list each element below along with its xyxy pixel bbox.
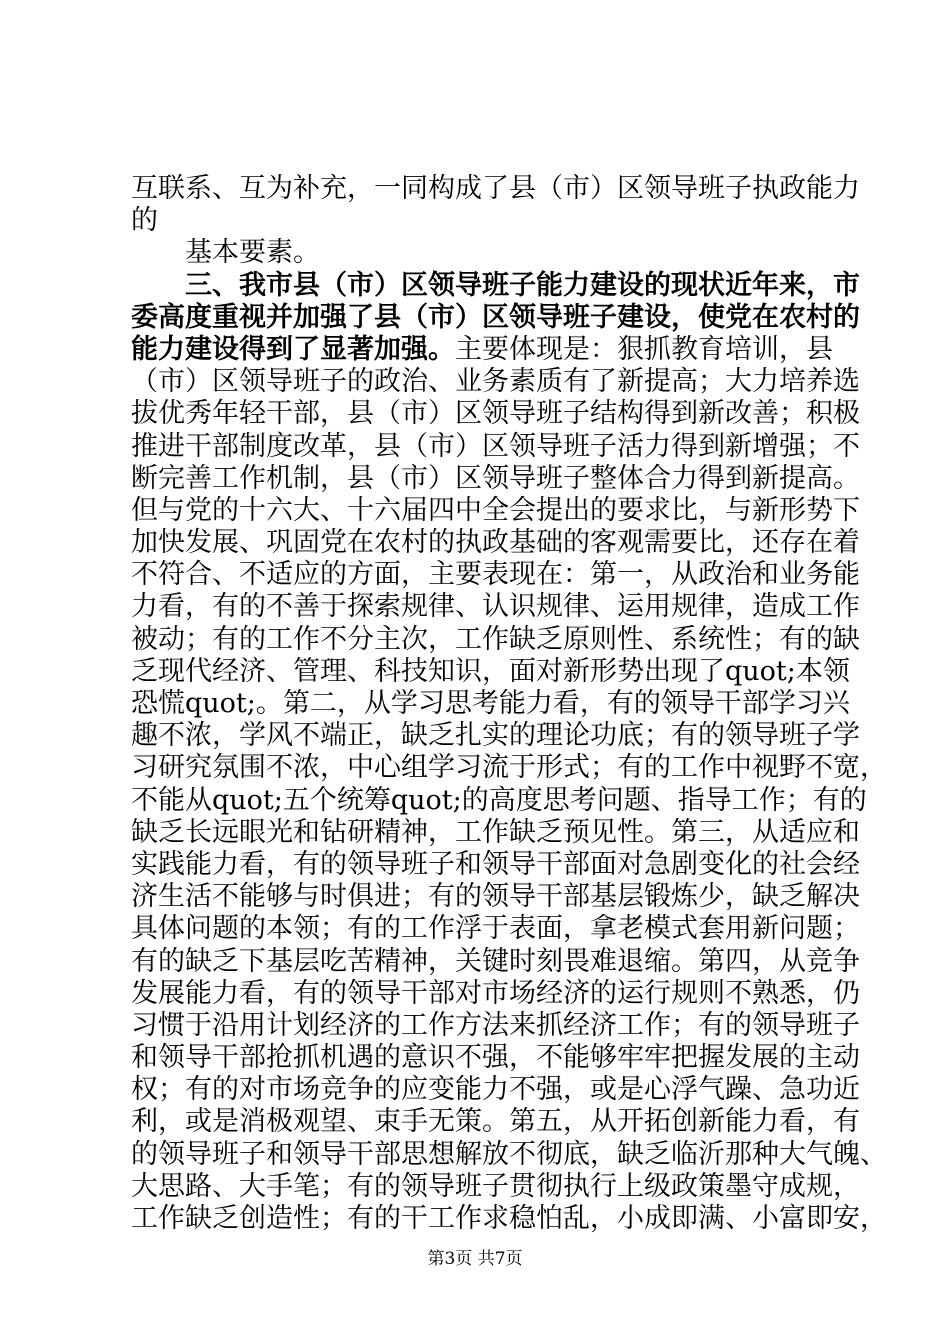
text-line: 加快发展、巩固党在农村的执政基础的客观需要比，还存在着 (131, 527, 860, 559)
text-line: 缺乏长远眼光和钻研精神，工作缺乏预见性。第三，从适应和 (131, 816, 860, 848)
text-line: 基本要素。 (185, 237, 320, 269)
document-body (131, 173, 887, 1235)
text-line: 和领导干部抢抓机遇的意识不强，不能够牢牢把握发展的主动 (131, 1042, 860, 1074)
text-segment: 主要体现是：狠抓教育培训，县 (455, 333, 833, 365)
section-heading-line: 委高度重视并加强了县（市）区领导班子建设，使党在农村的 (131, 301, 860, 333)
text-line (131, 334, 831, 366)
text-line: 利，或是消极观望、束手无策。第五，从开拓创新能力看，有 (131, 1106, 860, 1138)
text-line: 习惯于沿用计划经济的工作方法来抓经济工作；有的领导班子 (131, 1009, 860, 1041)
text-line: 不能从quot;五个统筹quot;的高度思考问题、指导工作；有的 (131, 784, 867, 816)
text-line: 具体问题的本领；有的工作浮于表面，拿老模式套用新问题； (131, 913, 860, 945)
section-heading-line: 三、我市县（市）区领导班子能力建设的现状近年来，市 (185, 269, 860, 301)
text-line: 不符合、不适应的方面，主要表现在：第一，从政治和业务能 (131, 559, 860, 591)
section-heading-line: 能力建设得到了显著加强。 (131, 333, 455, 365)
text-line: 乏现代经济、管理、科技知识，面对新形势出现了quot;本领 (131, 655, 850, 687)
text-line: 趣不浓，学风不端正，缺乏扎实的理论功底；有的领导班子学 (131, 720, 860, 752)
text-line: 习研究氛围不浓，中心组学习流于形式；有的工作中视野不宽， (131, 752, 887, 784)
text-line: 济生活不能够与时俱进；有的领导干部基层锻炼少，缺乏解决 (131, 881, 860, 913)
text-line: 工作缺乏创造性；有的干工作求稳怕乱，小成即满、小富即安， (131, 1203, 887, 1234)
text-line: 恐慌quot;。第二，从学习思考能力看，有的领导干部学习兴 (131, 688, 850, 719)
text-line: 被动；有的工作不分主次，工作缺乏原则性、系统性；有的缺 (131, 623, 860, 655)
text-line: 拔优秀年轻干部，县（市）区领导班子结构得到新改善；积极 (131, 398, 860, 430)
text-line: 实践能力看，有的领导班子和领导干部面对急剧变化的社会经 (131, 848, 860, 880)
page-footer (0, 1244, 950, 1269)
text-line: 有的缺乏下基层吃苦精神，关键时刻畏难退缩。第四，从竞争 (131, 945, 860, 977)
text-line: 力看，有的不善于探索规律、认识规律、运用规律，造成工作 (131, 591, 860, 623)
text-line: 的 (131, 205, 158, 237)
page-number-label: 第3页 共7页 (427, 1249, 523, 1269)
text-line: 的领导班子和领导干部思想解放不彻底，缺乏临沂那种大气魄、 (131, 1138, 887, 1170)
text-line: （市）区领导班子的政治、业务素质有了新提高；大力培养选 (131, 366, 860, 398)
text-line: 大思路、大手笔；有的领导班子贯彻执行上级政策墨守成规， (131, 1170, 860, 1202)
text-line: 发展能力看，有的领导干部对市场经济的运行规则不熟悉，仍 (131, 977, 860, 1009)
text-line: 互联系、互为补充，一同构成了县（市）区领导班子执政能力 (131, 173, 860, 204)
text-line: 权；有的对市场竞争的应变能力不强，或是心浮气躁、急功近 (131, 1074, 860, 1106)
text-line: 断完善工作机制，县（市）区领导班子整体合力得到新提高。 (131, 462, 860, 494)
text-line: 推进干部制度改革，县（市）区领导班子活力得到新增强；不 (131, 430, 860, 462)
text-line: 但与党的十六大、十六届四中全会提出的要求比，与新形势下 (131, 494, 860, 526)
